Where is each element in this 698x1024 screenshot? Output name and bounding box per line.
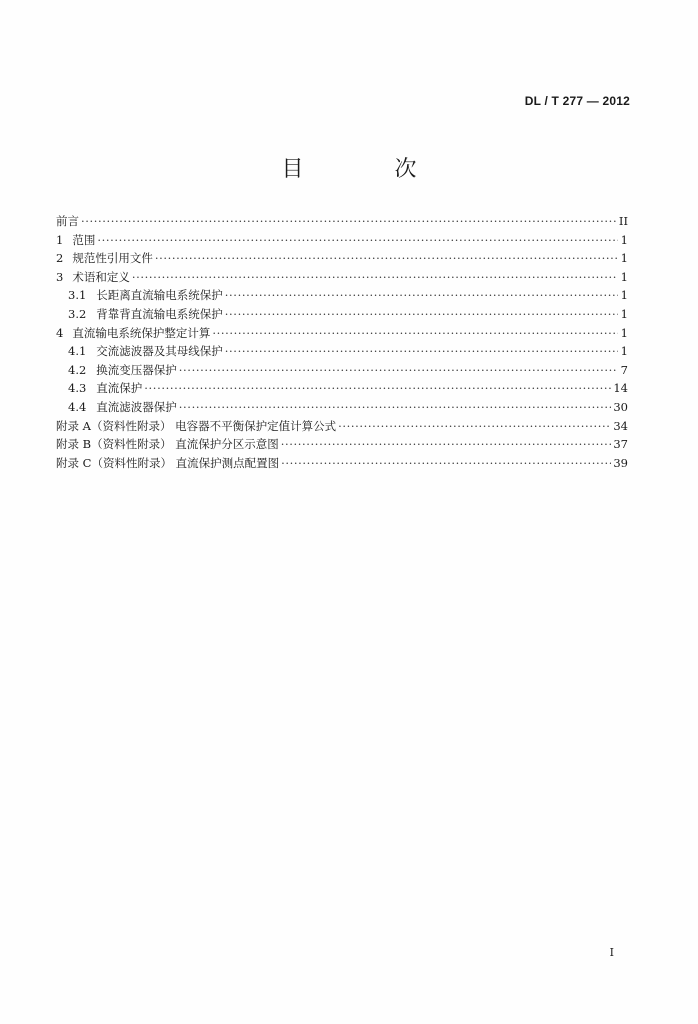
toc-entry-label: 背靠背直流输电系统保护 [96, 306, 223, 321]
toc-entry-number: 3 [56, 269, 64, 284]
toc-entry-page: 39 [613, 455, 628, 470]
toc-entry-label: 交流滤波器及其母线保护 [96, 344, 223, 359]
toc-entry-page: 1 [620, 232, 628, 247]
toc-entry-appendix-c[interactable] [56, 454, 628, 473]
toc-entry-page: 1 [620, 251, 628, 266]
toc-entry-scope[interactable] [56, 231, 628, 250]
toc-entry-number: 1 [56, 232, 64, 247]
toc-entry-label: 附录 B（资料性附录） 直流保护分区示意图 [56, 437, 279, 452]
toc-entry-label: 附录 C（资料性附录） 直流保护测点配置图 [56, 455, 280, 470]
toc-entry-page: 30 [613, 399, 628, 414]
page-number: I [609, 946, 614, 959]
toc-entry-label: 前言 [56, 214, 79, 228]
toc-entry-number: 3.1 [68, 288, 87, 303]
toc-entry-label: 范围 [72, 232, 96, 247]
dot-leader [155, 249, 618, 268]
toc-entry-number: 4.1 [68, 344, 87, 359]
toc-entry-4[interactable] [56, 324, 628, 343]
dot-leader [144, 379, 611, 398]
dot-leader [281, 435, 612, 454]
toc-entry-foreword[interactable] [56, 212, 628, 231]
toc-entry-4-4[interactable] [56, 398, 628, 417]
toc-entry-3-2[interactable] [56, 305, 628, 324]
toc-entry-page: 1 [620, 344, 628, 359]
toc-entry-label: 长距离直流输电系统保护 [96, 288, 223, 303]
toc-entry-number: 2 [56, 251, 64, 266]
toc-entry-4-2[interactable] [56, 361, 628, 380]
toc-entry-4-3[interactable] [56, 379, 628, 398]
toc-entry-label: 直流输电系统保护整定计算 [72, 325, 211, 340]
dot-leader [179, 361, 618, 380]
table-of-contents [56, 212, 628, 472]
dot-leader [225, 342, 618, 361]
toc-entry-label: 规范性引用文件 [72, 251, 153, 266]
toc-entry-page: 34 [613, 418, 628, 433]
toc-entry-number: 4 [56, 325, 64, 340]
dot-leader [338, 417, 611, 436]
document-code: DL / T 277 — 2012 [524, 94, 630, 108]
toc-entry-page: 1 [620, 325, 628, 340]
toc-entry-number: 4.3 [68, 381, 87, 396]
toc-entry-page: 1 [620, 306, 628, 321]
dot-leader [225, 305, 618, 324]
toc-title: 目 次 [281, 157, 459, 182]
toc-entry-number: 4.2 [68, 362, 87, 377]
toc-entry-page: 1 [620, 288, 628, 303]
toc-entry-label: 直流滤波器保护 [96, 399, 177, 414]
toc-entry-page: 37 [613, 437, 628, 452]
dot-leader [81, 212, 617, 231]
dot-leader [97, 231, 618, 250]
toc-entry-page: II [618, 214, 628, 228]
toc-entry-number: 4.4 [68, 399, 87, 414]
toc-entry-page: 7 [620, 362, 628, 377]
toc-entry-label: 直流保护 [96, 381, 143, 396]
toc-entry-3-1[interactable] [56, 286, 628, 305]
toc-entry-page: 1 [620, 269, 628, 284]
toc-entry-number: 3.2 [68, 306, 87, 321]
toc-entry-label: 附录 A（资料性附录） 电容器不平衡保护定值计算公式 [56, 418, 337, 433]
toc-entry-4-1[interactable] [56, 342, 628, 361]
toc-entry-page: 14 [613, 381, 628, 396]
dot-leader [212, 324, 618, 343]
dot-leader [225, 286, 618, 305]
dot-leader [281, 454, 611, 473]
toc-entry-appendix-b[interactable] [56, 435, 628, 454]
dot-leader [179, 398, 612, 417]
toc-entry-normative-references[interactable] [56, 249, 628, 268]
toc-entry-appendix-a[interactable] [56, 417, 628, 436]
toc-entry-label: 换流变压器保护 [96, 362, 177, 377]
toc-entry-label: 术语和定义 [72, 269, 130, 284]
dot-leader [132, 268, 618, 287]
toc-entry-terms-definitions[interactable] [56, 268, 628, 287]
